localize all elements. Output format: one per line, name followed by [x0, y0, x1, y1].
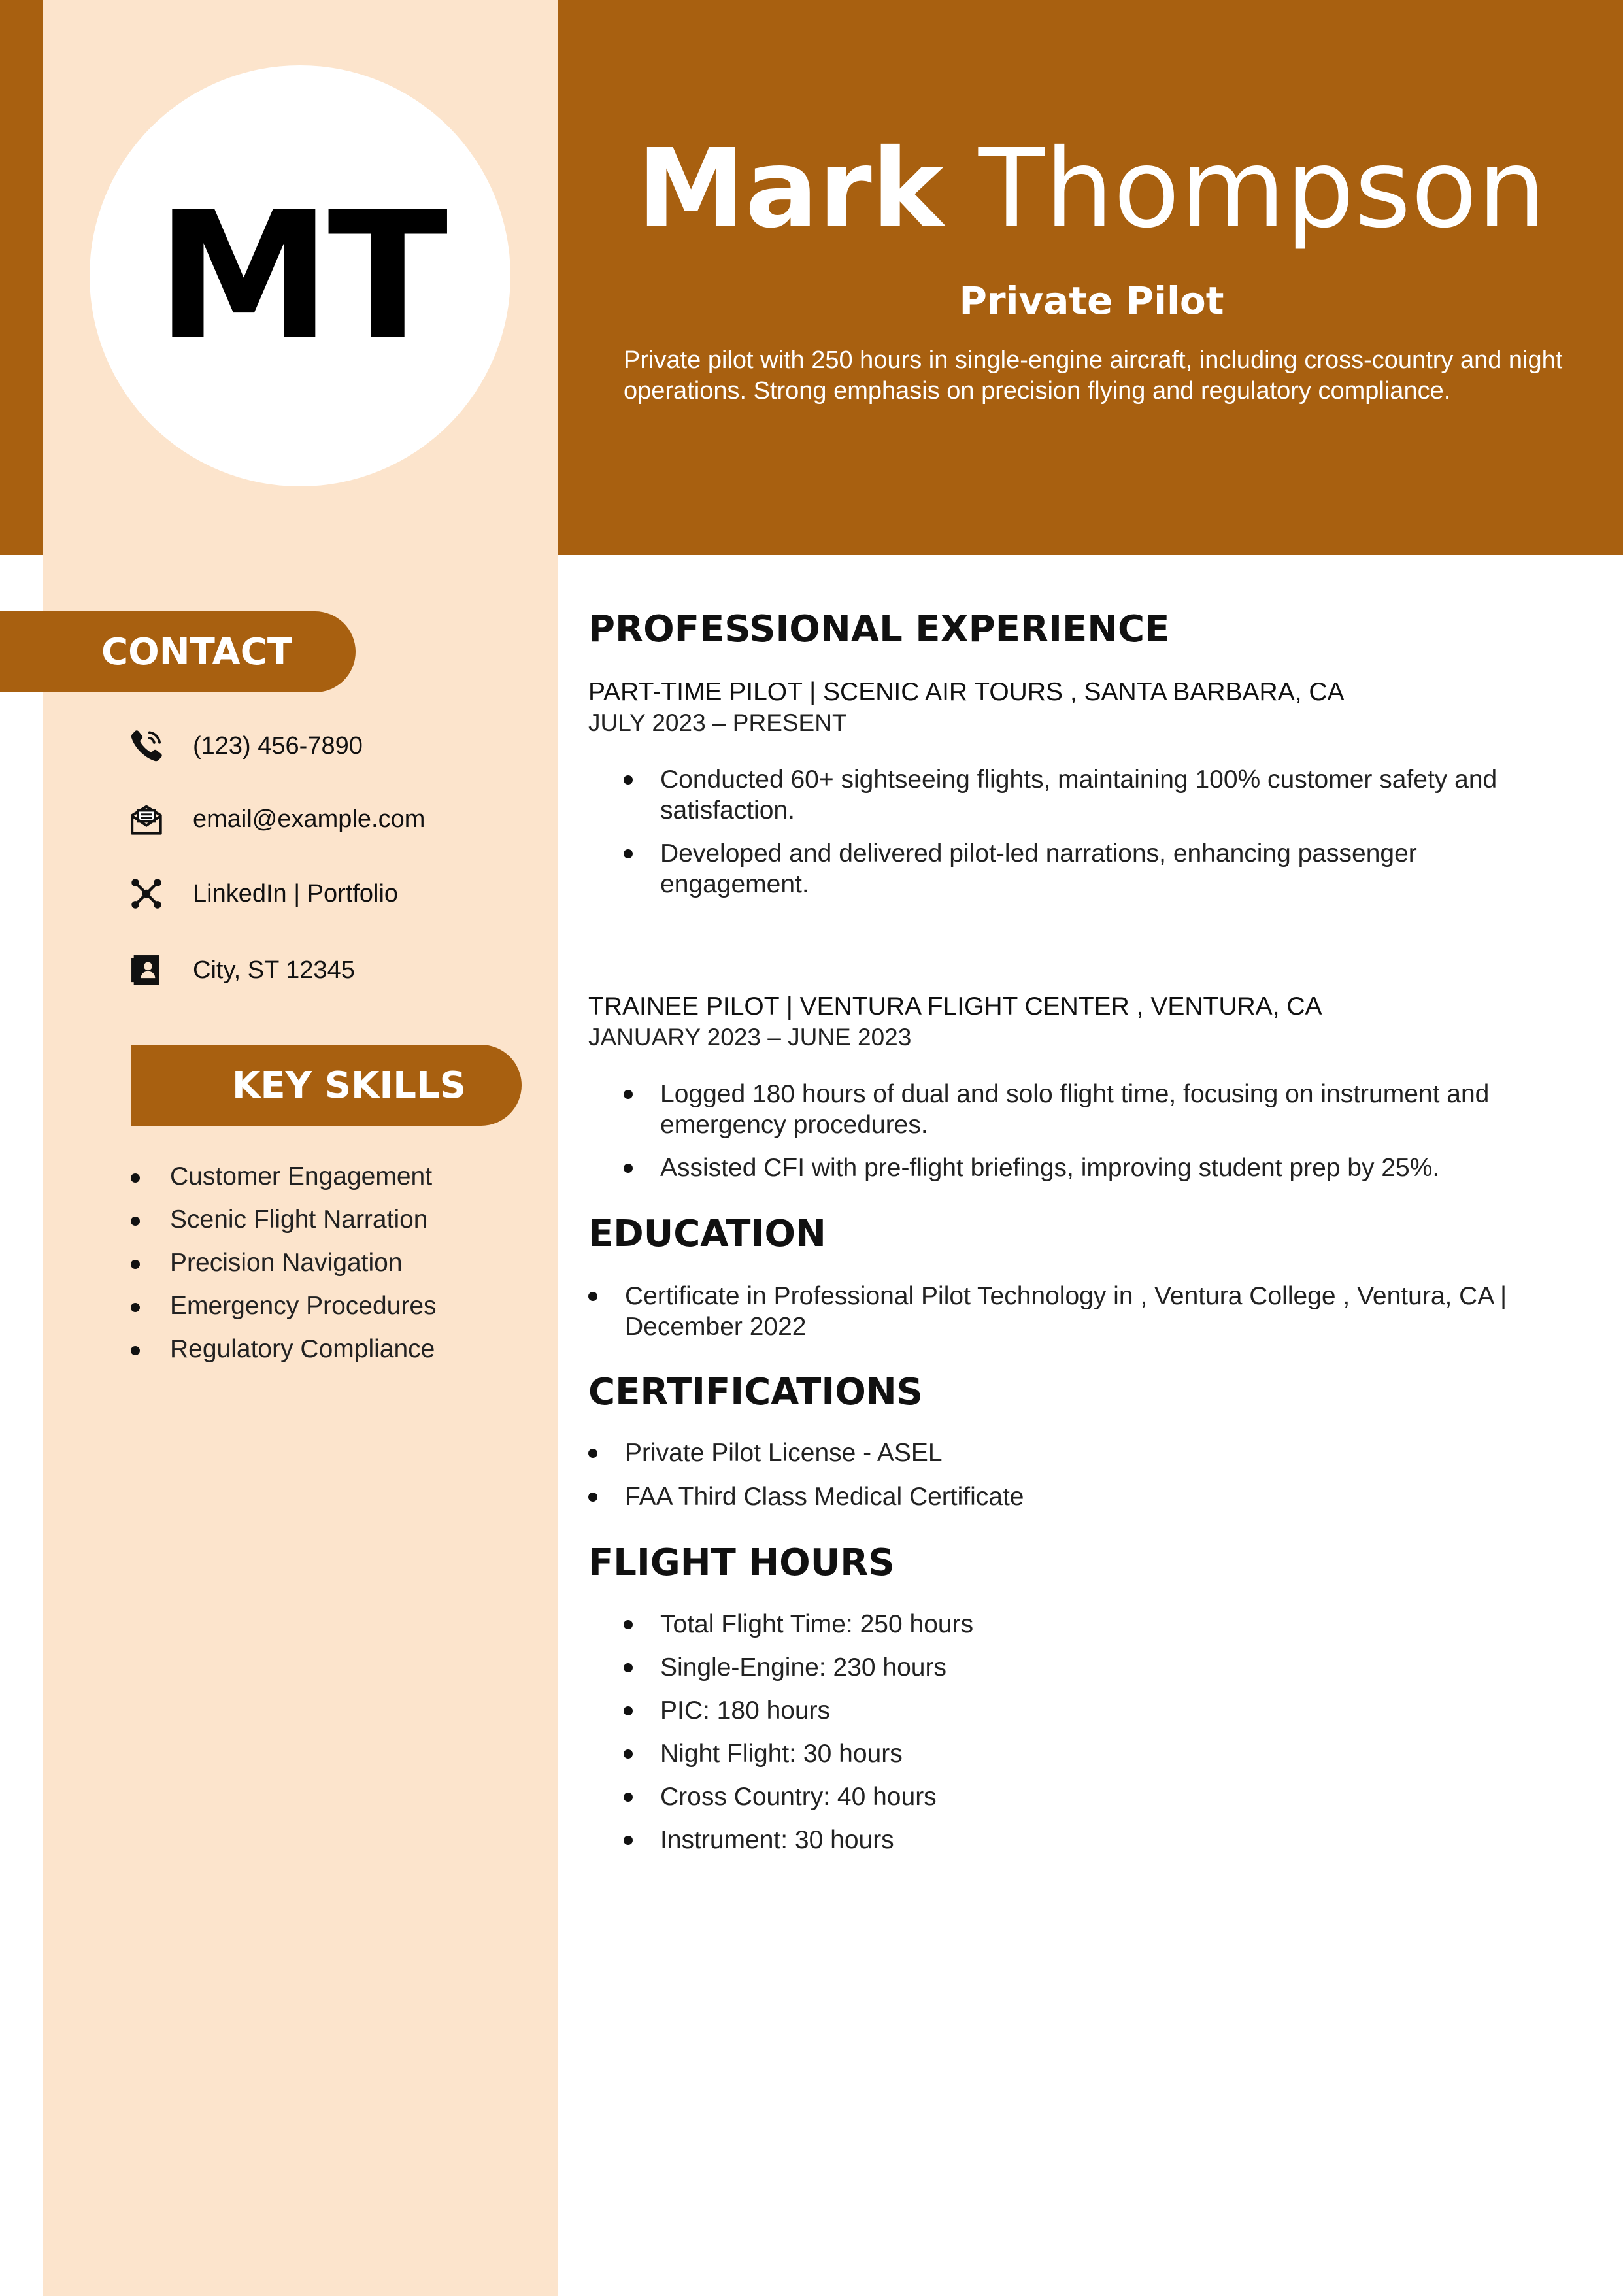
- job-title: PART-TIME PILOT | SCENIC AIR TOURS , SANTA BARBARA, CA: [588, 678, 1345, 706]
- flight-hours-heading: FLIGHT HOURS: [588, 1542, 895, 1584]
- list-item: Conducted 60+ sightseeing flights, maintaining 100% customer safety and satisfaction.: [624, 764, 1558, 826]
- experience-heading: PROFESSIONAL EXPERIENCE: [588, 608, 1170, 650]
- address-text: City, ST 12345: [193, 956, 355, 984]
- network-icon: [127, 875, 165, 913]
- job-dates: JULY 2023 – PRESENT: [588, 709, 847, 736]
- certifications-list: [588, 1438, 1523, 1525]
- list-item: Logged 180 hours of dual and solo flight time, focusing on instrument and emergency procedures.: [624, 1079, 1558, 1140]
- skills-list: [131, 1157, 437, 1373]
- list-item: Assisted CFI with pre-flight briefings, improving student prep by 25%.: [624, 1153, 1558, 1183]
- flight-hours-list: [624, 1609, 1558, 1868]
- list-item: Certificate in Professional Pilot Technology in , Ventura College , Ventura, CA | December 2022: [588, 1281, 1562, 1342]
- phone-icon: [127, 727, 165, 765]
- list-item: Instrument: 30 hours: [624, 1825, 1558, 1855]
- profile-summary: Private pilot with 250 hours in single-engine aircraft, including cross-country and night operations. Strong emphasis on precision flying and regulatory compliance.: [624, 346, 1563, 405]
- email-address[interactable]: email@example.com: [193, 805, 426, 833]
- education-list: [588, 1281, 1562, 1355]
- list-item: Private Pilot License - ASEL: [588, 1438, 1523, 1468]
- list-item: Scenic Flight Narration: [131, 1200, 437, 1243]
- contact-heading: CONTACT: [0, 611, 356, 692]
- list-item: Customer Engagement: [131, 1157, 437, 1200]
- job-dates: JANUARY 2023 – JUNE 2023: [588, 1024, 912, 1051]
- address-icon: [127, 951, 165, 989]
- list-item: PIC: 180 hours: [624, 1695, 1558, 1726]
- education-heading: EDUCATION: [588, 1213, 826, 1255]
- list-item: Precision Navigation: [131, 1243, 437, 1287]
- list-item: Night Flight: 30 hours: [624, 1738, 1558, 1769]
- monogram-text: MT: [156, 173, 444, 379]
- monogram-circle: [90, 65, 510, 486]
- email-icon: [127, 800, 165, 838]
- list-item: Regulatory Compliance: [131, 1330, 437, 1373]
- accent-strip: [0, 0, 43, 555]
- contact-email: [127, 800, 425, 838]
- last-name: Thompson: [978, 126, 1547, 252]
- candidate-name: [588, 124, 1595, 255]
- list-item: Emergency Procedures: [131, 1287, 437, 1330]
- job-title: TRAINEE PILOT | VENTURA FLIGHT CENTER , VENTURA, CA: [588, 992, 1322, 1021]
- first-name: Mark: [637, 126, 945, 252]
- list-item: Cross Country: 40 hours: [624, 1781, 1558, 1812]
- contact-phone: [127, 727, 363, 765]
- profile-links[interactable]: LinkedIn | Portfolio: [193, 879, 399, 907]
- list-item: Total Flight Time: 250 hours: [624, 1609, 1558, 1640]
- certifications-heading: CERTIFICATIONS: [588, 1371, 924, 1413]
- contact-address: [127, 951, 355, 989]
- list-item: FAA Third Class Medical Certificate: [588, 1481, 1523, 1512]
- list-item: Developed and delivered pilot-led narrations, enhancing passenger engagement.: [624, 838, 1558, 900]
- job-bullets: [624, 764, 1558, 912]
- job-bullets: [624, 1079, 1558, 1196]
- job-role: Private Pilot: [959, 279, 1224, 323]
- key-skills-heading: KEY SKILLS: [131, 1045, 522, 1126]
- phone-number[interactable]: (123) 456-7890: [193, 732, 363, 760]
- list-item: Single-Engine: 230 hours: [624, 1652, 1558, 1683]
- contact-links: [127, 875, 398, 913]
